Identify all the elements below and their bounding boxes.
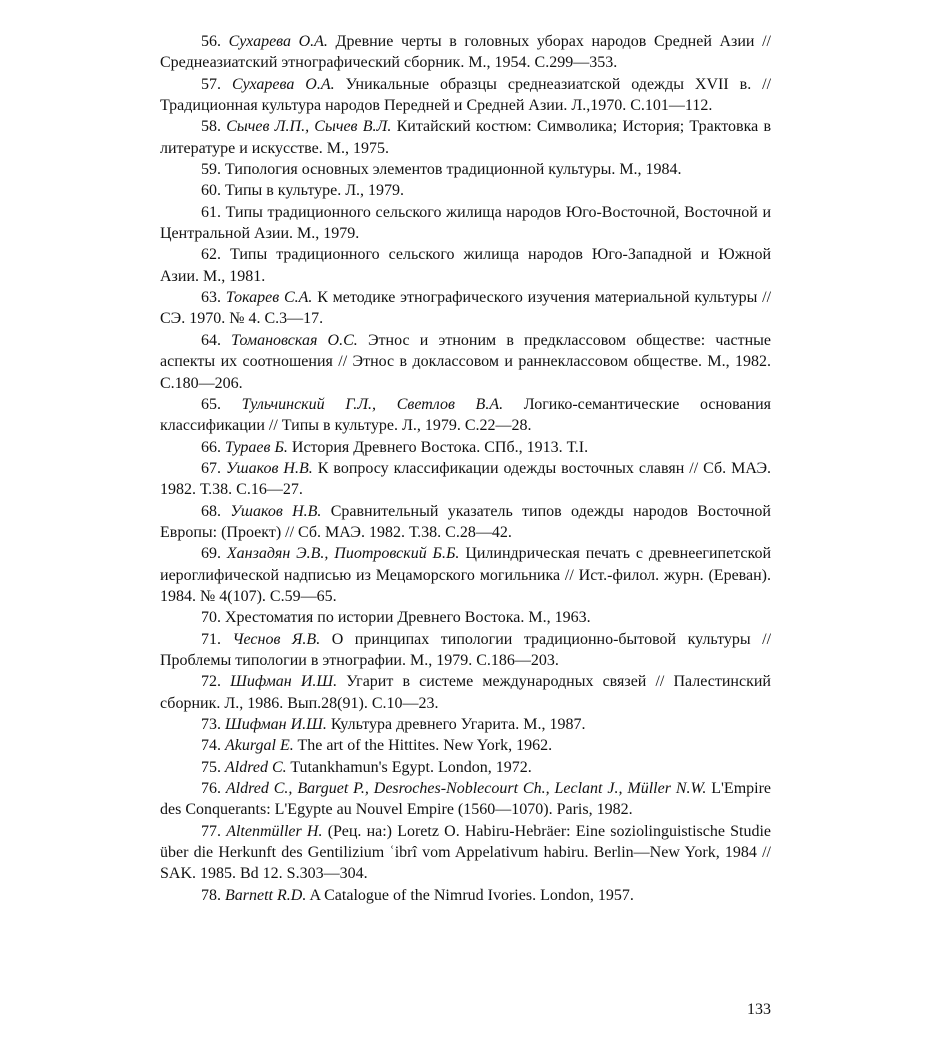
- entry-author: Шифман И.Ш.: [225, 716, 327, 733]
- bibliography-entry: [160, 735, 771, 756]
- bibliography-entry: [160, 74, 771, 117]
- entry-author: Тураев Б.: [225, 438, 288, 456]
- entry-author: Ушаков Н.В.: [225, 459, 313, 477]
- entry-number: 66.: [201, 438, 221, 456]
- entry-number: 78.: [201, 886, 221, 904]
- bibliography-entry: [160, 714, 771, 735]
- bibliography-entry: [160, 437, 771, 458]
- entry-number: 69.: [201, 545, 221, 563]
- entry-number: 75.: [201, 758, 221, 776]
- entry-number: 72.: [201, 673, 221, 691]
- entry-number: 76.: [201, 780, 221, 798]
- bibliography-entry: [160, 885, 771, 906]
- entry-text: Уникальные образцы среднеазиатской одежды XVII в. // Традиционная культура народов Передней и Средней Азии. Л.,1970. С.101—112.: [160, 75, 772, 115]
- entry-text: Древние черты в головных уборах народов Средней Азии // Среднеазиатский этнографический сборник. М., 1954. С.299—353.: [160, 33, 771, 72]
- bibliography-entry: [160, 607, 771, 628]
- entry-number: 60.: [201, 182, 221, 200]
- entry-number: 67.: [201, 459, 221, 477]
- entry-author: Ханзадян Э.В., Пиотровский Б.Б.: [226, 545, 460, 563]
- entry-number: 71.: [201, 630, 221, 648]
- entry-number: 70.: [201, 609, 221, 627]
- bibliography-entry: [160, 501, 771, 544]
- entry-number: 64.: [201, 331, 221, 349]
- entry-text: The art of the Hittites. New York, 1962.: [297, 737, 553, 755]
- entry-author: Сухарева О.А.: [228, 33, 328, 50]
- entry-author: Сухарева О.А.: [231, 75, 335, 93]
- entry-number: 68.: [201, 502, 221, 520]
- entry-text: Типы традиционного сельского жилища народов Юго-Западной и Южной Азии. М., 1981.: [160, 246, 772, 285]
- page-number: 133: [747, 1001, 771, 1018]
- entry-number: 65.: [201, 395, 221, 413]
- entry-text: О принципах типологии традиционно-бытовой культуры // Проблемы типологии в этнографии. М., 1979. С.186—203.: [160, 630, 772, 669]
- entry-text: Хрестоматия по истории Древнего Востока. М., 1963.: [225, 609, 591, 627]
- bibliography-entry: [160, 159, 771, 180]
- entry-author: Altenmüller H.: [226, 822, 323, 840]
- entry-number: 74.: [201, 737, 221, 755]
- entry-author: Токарев С.А.: [225, 289, 313, 307]
- entry-text: Этнос и этноним в предклассовом обществе: частные аспекты их соотношения // Этнос в доклассовом и раннеклассовом обществе. М., 1982. С.180—206.: [160, 331, 772, 392]
- entry-text: Китайский костюм: Символика; История; Трактовка в литературе и искусстве. М., 1975.: [160, 118, 772, 157]
- entry-author: Aldred C.: [225, 758, 287, 776]
- bibliography-entry: [160, 330, 771, 394]
- entry-author: Чеснов Я.В.: [232, 630, 321, 648]
- entry-number: 58.: [201, 118, 221, 136]
- entry-text: Культура древнего Угарита. М., 1987.: [330, 716, 586, 733]
- bibliography-entry: [160, 287, 771, 330]
- bibliography-entry: [160, 244, 771, 287]
- entry-author: Ушаков Н.В.: [230, 502, 322, 520]
- bibliography-entry: [160, 116, 771, 159]
- entry-author: Сычев Л.П., Сычев В.Л.: [226, 118, 392, 136]
- entry-number: 77.: [201, 822, 221, 840]
- bibliography-list: [160, 31, 771, 906]
- entry-text: Типология основных элементов традиционной культуры. М., 1984.: [225, 161, 682, 179]
- entry-number: 73.: [201, 716, 221, 733]
- entry-text: Tutankhamun's Egypt. London, 1972.: [290, 758, 532, 776]
- bibliography-entry: [160, 543, 771, 607]
- entry-text: Типы традиционного сельского жилища народов Юго-Восточной, Восточной и Центральной Азии. М., 1979.: [160, 203, 772, 243]
- bibliography-entry: [160, 821, 771, 885]
- bibliography-entry: [160, 757, 771, 778]
- entry-author: Barnett R.D.: [225, 886, 307, 904]
- entry-author: Шифман И.Ш.: [230, 673, 338, 691]
- entry-text: Логико-семантические основания классификации // Типы в культуре. Л., 1979. С.22—28.: [160, 395, 772, 435]
- entry-text: К вопросу классификации одежды восточных славян // Сб. МАЭ. 1982. Т.38. С.16—27.: [160, 459, 772, 499]
- entry-number: 56.: [201, 33, 221, 50]
- entry-number: 59.: [201, 161, 221, 179]
- bibliography-entry: [160, 394, 771, 437]
- entry-number: 62.: [201, 246, 221, 264]
- bibliography-entry: [160, 31, 771, 74]
- bibliography-entry: [160, 458, 771, 501]
- entry-number: 57.: [201, 75, 221, 93]
- bibliography-entry: [160, 202, 771, 245]
- entry-author: Томановская О.С.: [231, 331, 358, 349]
- entry-text: Сравнительный указатель типов одежды народов Восточной Европы: (Проект) // Сб. МАЭ. 1982. Т.38. С.28—42.: [160, 502, 771, 541]
- entry-text: L'Empire des Conquerants: L'Egypte au Nouvel Empire (1560—1070). Paris, 1982.: [160, 780, 772, 819]
- entry-text: История Древнего Востока. СПб., 1913. Т.I.: [291, 438, 589, 456]
- bibliography-entry: [160, 671, 771, 714]
- entry-text: Цилиндрическая печать с древнеегипетской иероглифической надписью из Мецаморского могильника // Ист.-филол. журн. (Ереван). 1984. № 4(107). С.59—65.: [160, 545, 772, 605]
- entry-text: Типы в культуре. Л., 1979.: [225, 182, 405, 200]
- entry-text: (Рец. на:) Loretz O. Habiru-Hebräer: Eine soziolinguistische Studie über die Herkunft des Gentilizium ʿibrî vom Appelativum habiru. Berlin—New York, 1984 // SAK. 1985. Bd 12. S.303—304.: [160, 822, 772, 883]
- entry-text: К методике этнографического изучения материальной культуры // СЭ. 1970. № 4. С.3—17.: [160, 289, 772, 328]
- bibliography-entry: [160, 180, 771, 201]
- entry-author: Akurgal E.: [225, 737, 294, 755]
- entry-text: Угарит в системе международных связей // Палестинский сборник. Л., 1986. Вып.28(91). С.10—23.: [160, 673, 771, 712]
- entry-author: Тульчинский Г.Л., Светлов В.А.: [241, 395, 504, 413]
- entry-number: 61.: [201, 203, 221, 221]
- entry-text: A Catalogue of the Nimrud Ivories. London, 1957.: [309, 886, 634, 904]
- entry-number: 63.: [201, 289, 221, 307]
- bibliography-entry: [160, 629, 771, 672]
- entry-author: Aldred C., Barguet P., Desroches-Noblecourt Ch., Leclant J., Müller N.W.: [225, 780, 707, 798]
- bibliography-entry: [160, 778, 771, 821]
